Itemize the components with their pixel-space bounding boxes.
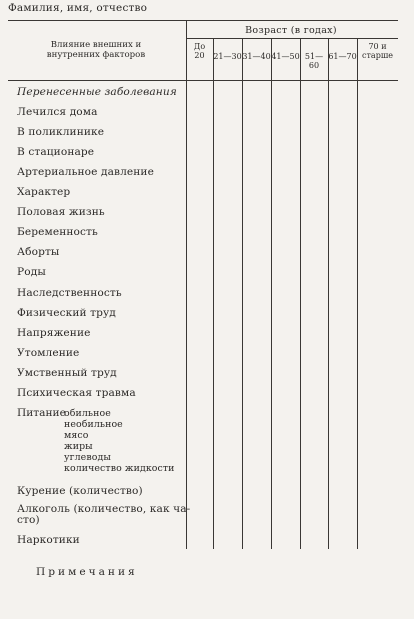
age-column-header: До 20 — [193, 42, 206, 60]
age-column-header: 21—30 — [213, 52, 242, 61]
nutrition-item-label: обильное — [64, 408, 111, 419]
table-row-label: В поликлинике — [17, 126, 105, 138]
nutrition-item-label: необильное — [64, 419, 123, 430]
nutrition-item-label: жиры — [64, 441, 93, 452]
age-column-header: 61—70 — [328, 52, 357, 61]
table-row-label: Умственный труд — [17, 367, 117, 379]
table-header-bottom-border — [8, 80, 398, 81]
notes-heading: Примечания — [36, 566, 138, 578]
nutrition-row-label: Питание — [17, 407, 66, 419]
table-row-label: Перенесенные заболевания — [17, 86, 177, 98]
table-row-label: Беременность — [17, 226, 98, 238]
age-header-divider — [186, 38, 398, 39]
page-header: Фамилия, имя, отчество — [8, 2, 148, 14]
table-row-label: Наследственность — [17, 287, 122, 299]
age-column-divider — [242, 38, 243, 549]
table-row-label: Психическая травма — [17, 387, 136, 399]
table-row-label: Физический труд — [17, 307, 116, 319]
nutrition-item-label: углеводы — [64, 452, 111, 463]
table-row-label: Наркотики — [17, 534, 80, 546]
table-row-label: Утомление — [17, 347, 80, 359]
age-column-header: 41—50 — [271, 52, 300, 61]
factors-column-header: Влияние внешних и внутренних факторов — [46, 40, 146, 60]
table-row-label: Характер — [17, 186, 71, 198]
nutrition-item-label: мясо — [64, 430, 89, 441]
age-column-header: 51—60 — [304, 52, 324, 70]
age-column-divider — [213, 38, 214, 549]
table-row-label: Напряжение — [17, 327, 91, 339]
table-row-label: В стационаре — [17, 146, 95, 158]
table-row-label: Роды — [17, 266, 46, 278]
factor-column-divider — [186, 20, 187, 549]
table-row-label: Аборты — [17, 246, 60, 258]
table-row-label: Половая жизнь — [17, 206, 105, 218]
age-column-header: 70 и старше — [362, 42, 393, 60]
table-row-label: Артериальное давление — [17, 166, 154, 178]
table-row-label: Алкоголь (количество, как ча- сто) — [17, 503, 191, 526]
age-column-divider — [271, 38, 272, 549]
nutrition-item-label: количество жидкости — [64, 463, 175, 474]
age-column-divider — [328, 38, 329, 549]
table-row-label: Лечился дома — [17, 106, 98, 118]
age-column-divider — [357, 38, 358, 549]
age-column-header: 31—40 — [242, 52, 271, 61]
table-row-label: Курение (количество) — [17, 485, 143, 497]
age-column-group-header: Возраст (в годах) — [245, 25, 337, 36]
age-column-divider — [300, 38, 301, 549]
table-top-border — [8, 20, 398, 21]
